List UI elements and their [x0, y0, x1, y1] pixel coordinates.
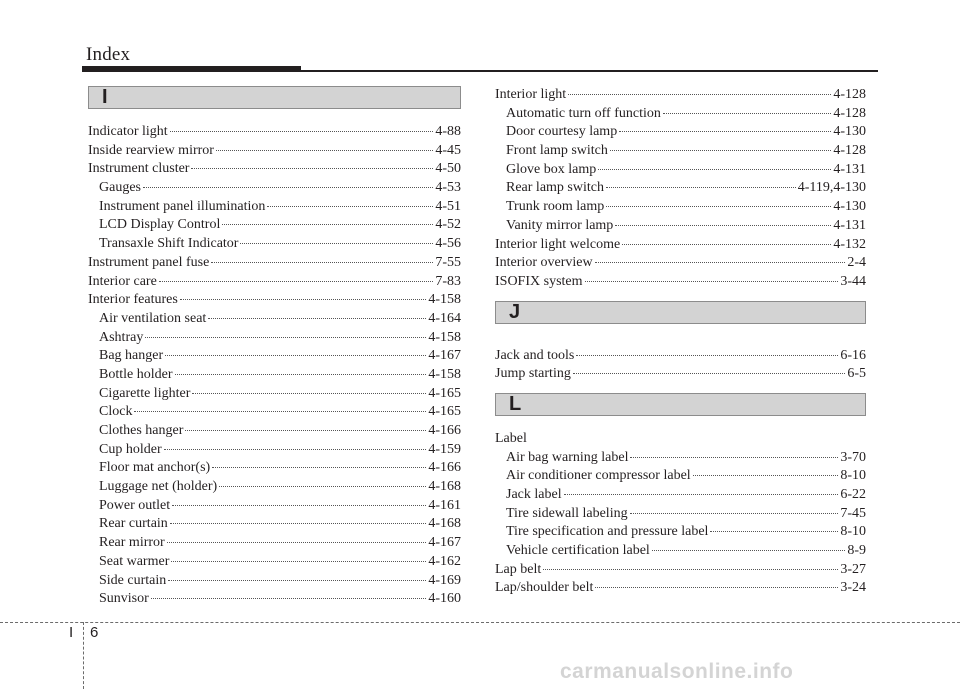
footer-rule	[0, 622, 960, 623]
entry-page-ref: 4-160	[428, 591, 461, 607]
index-entry	[495, 365, 866, 384]
index-entry	[495, 142, 866, 161]
entry-label: Power outlet	[99, 497, 171, 513]
index-entry	[495, 86, 866, 105]
entry-page-ref: 4-164	[428, 310, 461, 326]
entry-label: Cup holder	[99, 441, 162, 457]
entry-page-ref: 4-56	[435, 236, 461, 252]
index-entry	[88, 179, 461, 198]
entry-page-ref: 4-128	[833, 87, 866, 102]
dot-leader	[191, 168, 433, 169]
index-entry	[495, 123, 866, 142]
entry-page-ref: 4-130	[833, 124, 866, 140]
entry-label: Floor mat anchor(s)	[99, 460, 211, 476]
dot-leader	[165, 355, 426, 356]
entry-label: Glove box lamp	[506, 161, 597, 177]
index-entry	[88, 441, 461, 460]
index-entry	[88, 572, 461, 591]
entry-page-ref: 4-128	[833, 143, 866, 159]
dot-leader	[630, 513, 839, 514]
dot-leader	[172, 505, 426, 506]
entry-page-ref: 4-159	[428, 441, 461, 457]
index-entry	[495, 217, 866, 236]
entry-page-ref: 4-158	[428, 329, 461, 345]
index-entry	[495, 347, 866, 366]
entry-label: Jack and tools	[495, 347, 575, 363]
entry-page-ref: 4-161	[428, 497, 461, 513]
index-entry-list	[88, 123, 461, 609]
entry-page-ref: 4-53	[435, 180, 461, 196]
index-entry	[88, 329, 461, 348]
index-entry	[88, 553, 461, 572]
dot-leader	[143, 187, 433, 188]
entry-label: Instrument panel illumination	[99, 198, 266, 214]
index-entry	[88, 310, 461, 329]
index-entry-list	[495, 449, 866, 599]
dot-leader	[585, 281, 839, 282]
entry-label: Bag hanger	[99, 348, 164, 364]
index-entry	[88, 534, 461, 553]
entry-label: Instrument panel fuse	[88, 254, 210, 270]
dot-leader	[170, 523, 427, 524]
entry-label: Inside rearview mirror	[88, 142, 214, 158]
index-entry	[88, 235, 461, 254]
entry-label: Indicator light	[88, 124, 168, 139]
dot-leader	[595, 587, 838, 588]
index-entry	[88, 291, 461, 310]
dot-leader	[192, 393, 426, 394]
dot-leader	[598, 169, 831, 170]
entry-page-ref: 4-165	[428, 404, 461, 420]
index-entry	[495, 579, 866, 598]
index-entry	[88, 160, 461, 179]
index-entry	[88, 385, 461, 404]
dot-leader	[543, 569, 838, 570]
dot-leader	[170, 131, 434, 132]
footer-divider	[83, 622, 84, 689]
dot-leader	[606, 187, 796, 188]
dot-leader	[151, 598, 427, 599]
entry-label: Interior light welcome	[495, 236, 621, 252]
index-entry	[495, 542, 866, 561]
entry-page-ref: 6-22	[840, 487, 866, 502]
index-entry	[88, 459, 461, 478]
entry-page-ref: 4-128	[833, 105, 866, 121]
index-entry	[495, 523, 866, 542]
entry-page-ref: 4-158	[428, 366, 461, 382]
dot-leader	[171, 561, 426, 562]
dot-leader	[576, 355, 838, 356]
index-column-left	[88, 86, 461, 609]
entry-page-ref: 4-131	[833, 161, 866, 177]
section-letter: J	[509, 300, 521, 323]
dot-leader	[219, 486, 426, 487]
entry-page-ref: 4-168	[428, 479, 461, 495]
index-entry	[88, 497, 461, 516]
dot-leader	[573, 373, 845, 374]
entry-label: Lap/shoulder belt	[495, 580, 594, 596]
page-title: Index	[86, 44, 131, 65]
entry-label: Seat warmer	[99, 553, 170, 569]
section-letter: L	[509, 392, 522, 415]
index-column-right	[495, 86, 866, 598]
index-entry	[495, 561, 866, 580]
entry-label: ISOFIX system	[495, 273, 583, 289]
index-entry	[88, 216, 461, 235]
entry-page-ref: 4-169	[428, 572, 461, 588]
entry-page-ref: 3-24	[840, 580, 866, 596]
entry-label: Transaxle Shift Indicator	[99, 236, 239, 252]
entry-page-ref: 3-70	[840, 449, 866, 465]
index-entry-heading: Label	[495, 430, 527, 446]
dot-leader	[168, 580, 426, 581]
dot-leader	[693, 475, 839, 476]
entry-page-ref: 4-45	[435, 142, 461, 158]
entry-page-ref: 4-167	[428, 535, 461, 551]
index-entry-list	[495, 347, 866, 384]
dot-leader	[615, 225, 831, 226]
entry-label: Door courtesy lamp	[506, 124, 618, 140]
index-entry	[495, 273, 866, 292]
entry-label: Side curtain	[99, 572, 167, 588]
entry-label: Sunvisor	[99, 591, 149, 607]
index-entry	[88, 142, 461, 161]
entry-page-ref: 4-165	[428, 385, 461, 401]
entry-page-ref: 7-45	[840, 505, 866, 521]
index-entry	[88, 123, 461, 142]
entry-label: Rear curtain	[99, 516, 168, 532]
entry-label: Air conditioner compressor label	[506, 468, 691, 484]
dot-leader	[622, 244, 831, 245]
dot-leader	[167, 542, 427, 543]
entry-label: Gauges	[99, 180, 141, 196]
index-entry	[495, 467, 866, 486]
dot-leader	[164, 449, 427, 450]
entry-page-ref: 4-119,4-130	[797, 180, 866, 196]
entry-label: Interior light	[495, 87, 567, 102]
entry-label: Trunk room lamp	[506, 199, 605, 215]
dot-leader	[564, 494, 839, 495]
entry-label: Ashtray	[99, 329, 144, 345]
dot-leader	[180, 299, 427, 300]
entry-page-ref: 4-88	[435, 124, 461, 139]
entry-page-ref: 4-166	[428, 423, 461, 438]
index-entry	[495, 105, 866, 124]
dot-leader	[710, 531, 838, 532]
dot-leader	[222, 224, 433, 225]
dot-leader	[134, 411, 426, 412]
entry-page-ref: 4-50	[435, 161, 461, 177]
entry-label: Jump starting	[495, 366, 571, 382]
entry-page-ref: 4-52	[435, 217, 461, 233]
entry-label: Rear lamp switch	[506, 180, 604, 196]
entry-label: LCD Display Control	[99, 217, 221, 233]
entry-page-ref: 4-166	[428, 460, 461, 476]
section-header-j	[495, 301, 866, 324]
entry-page-ref: 8-10	[840, 468, 866, 484]
index-entry	[495, 505, 866, 524]
footer-section-letter: I	[69, 624, 74, 641]
entry-label: Vehicle certification label	[506, 543, 650, 559]
entry-label: Instrument cluster	[88, 161, 190, 177]
entry-page-ref: 2-4	[847, 255, 866, 271]
entry-label: Front lamp switch	[506, 143, 608, 159]
entry-page-ref: 7-55	[435, 254, 461, 270]
index-entry	[495, 449, 866, 468]
entry-page-ref: 4-130	[833, 199, 866, 215]
entry-page-ref: 6-16	[840, 347, 866, 363]
entry-label: Clock	[99, 404, 133, 420]
entry-page-ref: 4-158	[428, 292, 461, 308]
dot-leader	[606, 206, 831, 207]
entry-label: Lap belt	[495, 561, 542, 577]
index-entry	[88, 515, 461, 534]
entry-page-ref: 4-168	[428, 516, 461, 532]
index-entry	[88, 422, 461, 441]
entry-label: Air ventilation seat	[99, 310, 207, 326]
entry-page-ref: 4-167	[428, 348, 461, 364]
dot-leader	[610, 150, 831, 151]
entry-label: Interior overview	[495, 255, 593, 271]
dot-leader	[240, 243, 433, 244]
entry-label: Cigarette lighter	[99, 385, 191, 401]
entry-label: Automatic turn off function	[506, 105, 661, 121]
entry-page-ref: 7-83	[435, 273, 461, 289]
dot-leader	[267, 206, 433, 207]
entry-label: Luggage net (holder)	[99, 479, 218, 495]
entry-page-ref: 3-44	[840, 273, 866, 289]
dot-leader	[145, 337, 426, 338]
entry-page-ref: 8-9	[847, 543, 866, 559]
section-letter: I	[102, 86, 108, 108]
index-entry	[88, 254, 461, 273]
entry-label: Interior features	[88, 292, 178, 308]
dot-leader	[216, 150, 433, 151]
entry-page-ref: 6-5	[847, 366, 866, 382]
entry-page-ref: 4-51	[435, 198, 461, 214]
page-number: 6	[90, 624, 99, 641]
entry-label: Jack label	[506, 487, 562, 502]
index-entry	[88, 366, 461, 385]
index-entry	[495, 161, 866, 180]
index-entry	[495, 254, 866, 273]
entry-label: Tire sidewall labeling	[506, 505, 628, 521]
index-entry	[495, 198, 866, 217]
entry-label: Vanity mirror lamp	[506, 217, 614, 233]
index-entry-list	[495, 86, 866, 292]
index-entry	[88, 273, 461, 292]
dot-leader	[212, 467, 426, 468]
dot-leader	[663, 113, 831, 114]
entry-page-ref: 4-132	[833, 236, 866, 252]
dot-leader	[619, 131, 831, 132]
dot-leader	[175, 374, 427, 375]
dot-leader	[211, 262, 433, 263]
index-entry	[88, 590, 461, 609]
entry-label: Clothes hanger	[99, 423, 184, 438]
index-entry	[495, 179, 866, 198]
entry-label: Tire specification and pressure label	[506, 524, 709, 540]
index-entry	[495, 236, 866, 255]
entry-label: Air bag warning label	[506, 449, 629, 465]
section-header-l	[495, 393, 866, 416]
entry-label: Bottle holder	[99, 366, 173, 382]
dot-leader	[630, 457, 838, 458]
watermark: carmanualsonline.info	[560, 660, 794, 683]
section-header-i	[88, 86, 461, 109]
dot-leader	[568, 94, 831, 95]
header-accent-bar	[82, 66, 301, 72]
entry-page-ref: 8-10	[840, 524, 866, 540]
dot-leader	[652, 550, 846, 551]
dot-leader	[159, 281, 434, 282]
dot-leader	[595, 262, 846, 263]
index-entry	[88, 198, 461, 217]
entry-label: Rear mirror	[99, 535, 165, 551]
dot-leader	[185, 430, 426, 431]
entry-page-ref: 3-27	[840, 561, 866, 577]
index-entry	[88, 403, 461, 422]
entry-page-ref: 4-162	[428, 553, 461, 569]
index-entry	[88, 478, 461, 497]
dot-leader	[208, 318, 426, 319]
index-entry	[88, 347, 461, 366]
entry-label: Interior care	[88, 273, 157, 289]
index-entry	[495, 486, 866, 505]
entry-page-ref: 4-131	[833, 217, 866, 233]
